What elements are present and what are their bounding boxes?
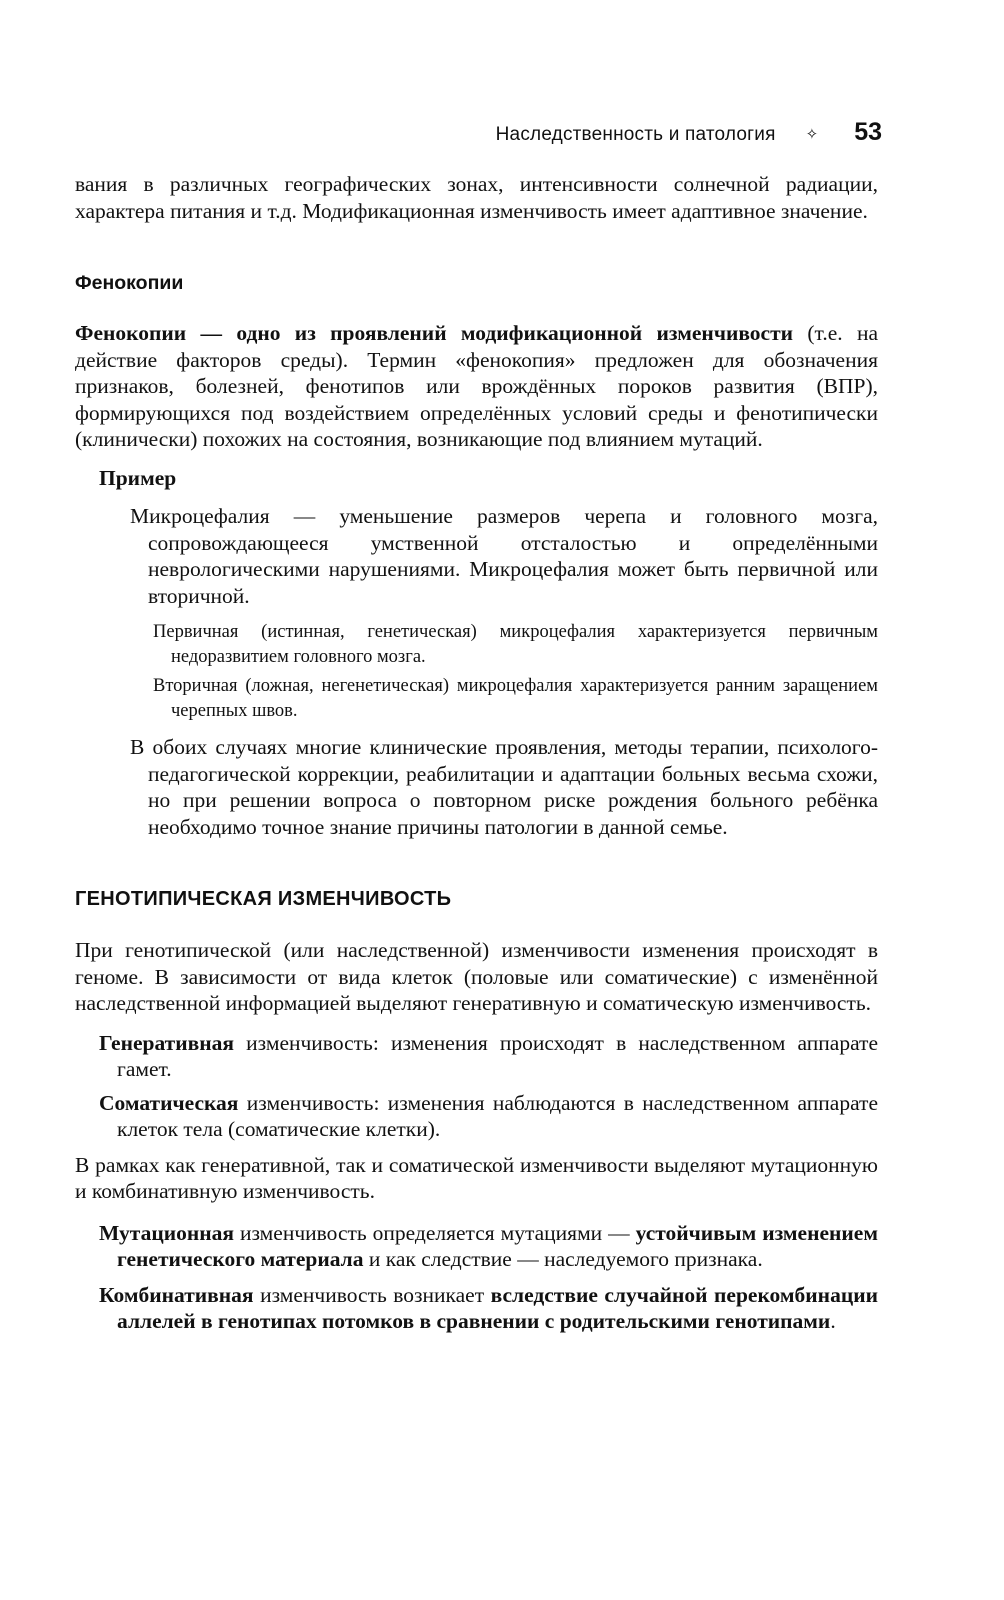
example-label: Пример xyxy=(99,465,177,490)
definition-combinative-tail: . xyxy=(830,1309,836,1333)
definition-combinative-emphasis: вследствие случайной перекомбинации аллелей в генотипах потомков в сравнении с родительскими генотипами xyxy=(117,1282,878,1333)
running-title: Наследственность и патология xyxy=(495,124,776,145)
section-heading-genotypic: ГЕНОТИПИЧЕСКАЯ ИЗМЕНЧИВОСТЬ xyxy=(75,888,452,910)
phenocopies-definition-term: Фенокопии — одно из проявлений модификационной изменчивости xyxy=(75,321,794,345)
term-mutational: Мутационная xyxy=(99,1220,235,1245)
diamond-separator-icon: ✧ xyxy=(805,126,819,143)
definition-combinative-text: изменчивость возникает xyxy=(253,1282,491,1307)
page-number: 53 xyxy=(854,118,882,146)
example-secondary-microcephaly: Вторичная (ложная, негенетическая) микроцефалия характеризуется ранним заращением черепных швов. xyxy=(153,676,878,721)
term-somatic: Соматическая xyxy=(99,1090,239,1115)
section-heading-phenocopies: Фенокопии xyxy=(75,272,184,294)
definition-mutational-tail: и как следствие — наследуемого признака. xyxy=(363,1247,763,1271)
intro-paragraph: вания в различных географических зонах, интенсивности солнечной радиации, характера питания и т.д. Модификационная изменчивость имеет адаптивное значение. xyxy=(75,172,878,223)
phenocopies-paragraph xyxy=(75,320,878,453)
definition-mutational-emphasis: устойчивым изменением генетического материала xyxy=(117,1220,878,1271)
framework-paragraph: В рамках как генеративной, так и соматической изменчивости выделяют мутационную и комбинативную изменчивость. xyxy=(75,1152,878,1203)
phenocopies-definition-text: (т.е. на действие факторов среды). Термин «фенокопия» предложен для обозначения признаков, болезней, фенотипов или врождённых пороков развития (ВПР), формирующихся под воздействием определённых условий среды и фенотипически (клинически) похожих на состояния, возникающие под влиянием мутаций. xyxy=(75,321,878,451)
page-body xyxy=(75,171,878,1335)
genotypic-paragraph: При генотипической (или наследственной) изменчивости изменения происходят в геноме. В зависимости от вида клеток (половые или соматические) с изменённой наследственной информацией выделяют генеративную и соматическую изменчивость. xyxy=(75,938,878,1015)
term-combinative: Комбинативная xyxy=(99,1282,254,1307)
page-header xyxy=(496,118,882,147)
definition-somatic-text: изменчивость: изменения наблюдаются в наследственном аппарате клеток тела (соматические клетки). xyxy=(117,1090,878,1141)
term-generative: Генеративная xyxy=(99,1030,234,1055)
definition-generative-text: изменчивость: изменения происходят в наследственном аппарате гамет. xyxy=(117,1030,878,1081)
definition-somatic xyxy=(99,1090,878,1143)
definition-mutational xyxy=(99,1220,878,1273)
definition-combinative xyxy=(99,1282,878,1335)
example-microcephaly: Микроцефалия — уменьшение размеров черепа и головного мозга, сопровождающееся умственной отсталостью и определёнными неврологическими нарушениями. Микроцефалия может быть первичной или вторичной. xyxy=(130,504,878,608)
example-conclusion: В обоих случаях многие клинические проявления, методы терапии, психолого-педагогической коррекции, реабилитации и адаптации больных весьма схожи, но при решении вопроса о повторном риске рождения больного ребёнка необходимо точное знание причины патологии в данной семье. xyxy=(130,735,878,839)
definition-mutational-text: изменчивость определяется мутациями — xyxy=(234,1220,636,1245)
definition-generative xyxy=(99,1030,878,1083)
example-primary-microcephaly: Первичная (истинная, генетическая) микроцефалия характеризуется первичным недоразвитием головного мозга. xyxy=(153,622,878,667)
